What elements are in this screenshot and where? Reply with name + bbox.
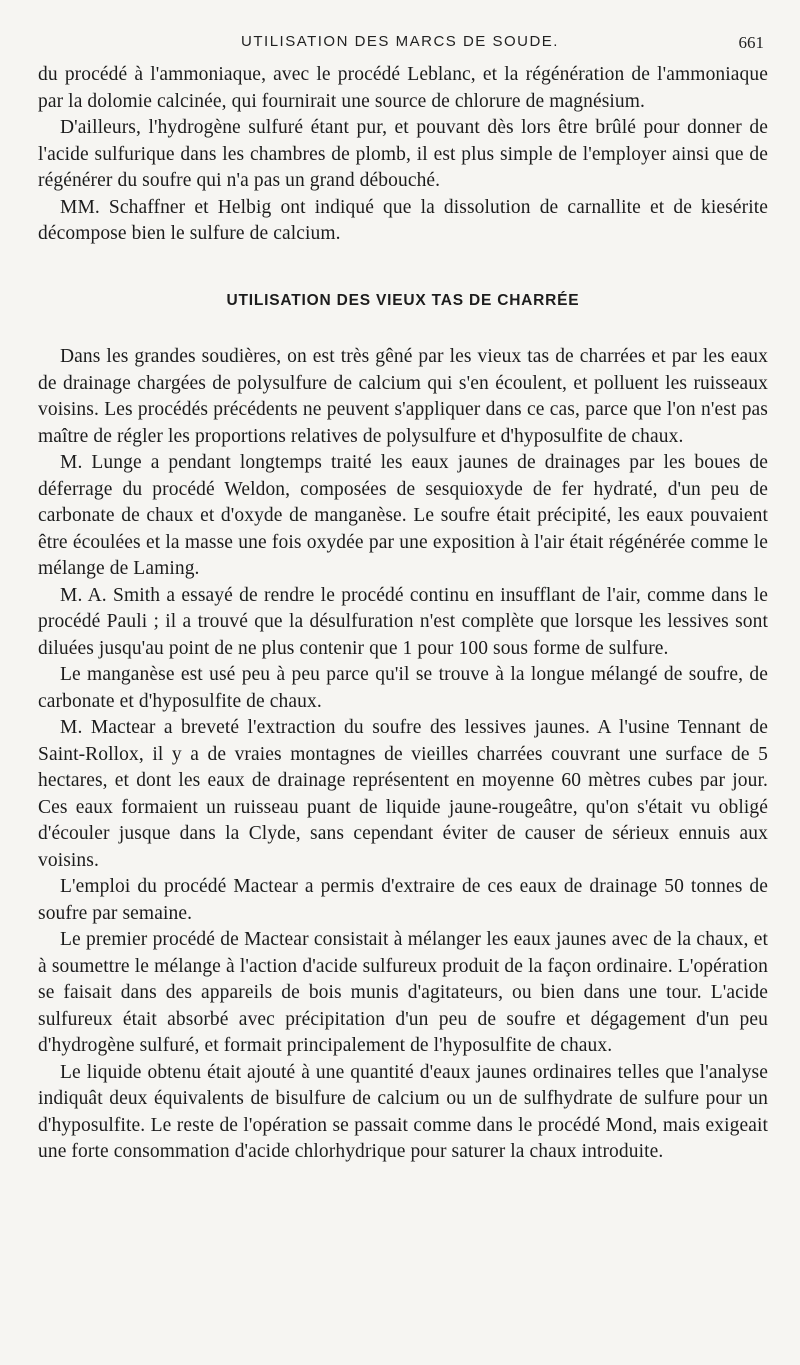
running-title: UTILISATION DES MARCS DE SOUDE. [241,33,559,50]
paragraph: Le premier procédé de Mactear consistait à mélanger les eaux jaunes avec de la chaux, et à soumettre le mélange à l'action d'acide sulfureux produit de la façon ordinaire. L'opération se faisait dans des appareils de bois munis d'agitateurs, ou bien dans une tour. L'acide sulfureux était absorbé avec précipitation d'un peu de soufre et dégagement d'un peu d'hydrogène sulfuré, et formait principalement de l'hyposulfite de chaux. [38,929,768,1056]
paragraph: Le liquide obtenu était ajouté à une quantité d'eaux jaunes ordinaires telles que l'analyse indiquât deux équivalents de bisulfure de calcium ou un de sulfhydrate de sulfure pour un d'hyposulfite. Le reste de l'opération se passait comme dans le procédé Mond, mais exigeait une forte consommation d'acide chlorhydrique pour saturer la chaux introduite. [38,1061,768,1162]
body-text [38,62,768,1166]
page-number: 661 [738,33,764,52]
paragraph: MM. Schaffner et Helbig ont indiqué que la dissolution de carnallite et de kiesérite décompose bien le sulfure de calcium. [38,196,768,244]
paragraph: M. Lunge a pendant longtemps traité les eaux jaunes de drainages par les boues de déferrage du procédé Weldon, composées de sesquioxyde de fer hydraté, d'un peu de carbonate de chaux et d'oxyde de manganèse. Le soufre était précipité, les eaux pouvaient être écoulées et la masse une fois oxydée par une exposition à l'air était régénérée comme le mélange de Laming. [38,452,768,579]
paragraph: L'emploi du procédé Mactear a permis d'extraire de ces eaux de drainage 50 tonnes de soufre par semaine. [38,876,768,924]
paragraph: du procédé à l'ammoniaque, avec le procédé Leblanc, et la régénération de l'ammoniaque par la dolomie calcinée, qui fournirait une source de chlorure de magnésium. [38,64,768,112]
paragraph: Le manganèse est usé peu à peu parce qu'il se trouve à la longue mélangé de soufre, de carbonate et d'hyposulfite de chaux. [38,664,768,712]
paragraph: D'ailleurs, l'hydrogène sulfuré étant pur, et pouvant dès lors être brûlé pour donner de l'acide sulfurique dans les chambres de plomb, il est plus simple de l'employer ainsi que de régénérer du soufre qui n'a pas un grand débouché. [38,117,768,191]
paragraph: Dans les grandes soudières, on est très gêné par les vieux tas de charrées et par les eaux de drainage chargées de polysulfure de calcium qui s'en écoulent, et polluent les ruisseaux voisins. Les procédés précédents ne peuvent s'appliquer dans ce cas, parce que l'on n'est pas maître de régler les proportions relatives de polysulfure et d'hyposulfite de chaux. [38,346,768,447]
section-heading: UTILISATION DES VIEUX TAS DE CHARRÉE [226,291,580,309]
running-head [0,33,800,57]
paragraph: M. Mactear a breveté l'extraction du soufre des lessives jaunes. A l'usine Tennant de Saint-Rollox, il y a de vraies montagnes de vieilles charrées couvrant une surface de 5 hectares, et dont les eaux de drainage représentent en moyenne 60 mètres cubes par jour. Ces eaux formaient un ruisseau puant de liquide jaune-rougeâtre, qu'on s'était vu obligé d'écouler jusque dans la Clyde, sans cependant éviter de causer de sérieux ennuis aux voisins. [38,717,768,871]
paragraph: M. A. Smith a essayé de rendre le procédé continu en insufflant de l'air, comme dans le procédé Pauli ; il a trouvé que la désulfuration n'est complète que lorsque les lessives sont diluées jusqu'au point de ne plus contenir que 1 pour 100 sous forme de sulfure. [38,584,768,659]
